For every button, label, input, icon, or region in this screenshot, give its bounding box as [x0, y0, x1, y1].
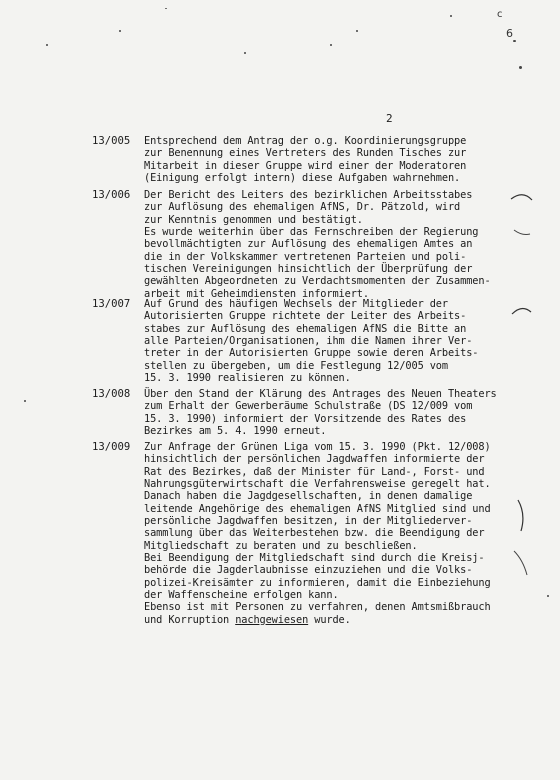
text-line: polizei-Kreisämter zu informieren, damit die Einbeziehung [144, 576, 491, 589]
text-line: treter in der Autorisierten Gruppe sowie deren Arbeits- [144, 347, 479, 360]
text-line: Autorisierten Gruppe richtete der Leiter des Arbeits- [144, 310, 467, 323]
text-line: alle Parteien/Organisationen, ihm die Namen ihrer Ver- [144, 335, 473, 348]
text-line: Über den Stand der Klärung des Antrages des Neuen Theaters [144, 388, 497, 400]
text-line: Mitgliedschaft zu beraten und zu beschließen. [144, 539, 418, 552]
text-line: leitende Angehörige des ehemaligen AfNS Mitglied sind und [144, 502, 491, 515]
text-line: hinsichtlich der persönlichen Jagdwaffen informierte der [144, 453, 485, 466]
entry-number: 13/007 [92, 298, 131, 310]
text-line: zur Kenntnis genommen und bestätigt. [144, 213, 363, 226]
text-line: sammlung über das Weiterbestehen bzw. die Beendigung der [144, 527, 485, 540]
entry-number: 13/009 [92, 441, 131, 453]
text-line: Mitarbeit in dieser Gruppe wird einer der Moderatoren [144, 159, 467, 172]
page-number: 2 [386, 112, 393, 125]
entry-number: 13/005 [92, 135, 131, 147]
text-line: Auf Grund des häufigen Wechsels der Mitglieder der [144, 298, 448, 310]
text-line: zum Erhalt der Gewerberäume Schulstraße (DS 12/009 vom [144, 400, 473, 413]
text-line-last [144, 614, 524, 626]
text-line: der Waffenscheine erfolgen kann. [144, 589, 339, 602]
text-line: persönliche Jagdwaffen besitzen, in der Mitgliederver- [144, 515, 473, 528]
line-prefix: und Korruption [144, 613, 236, 626]
underlined-word: nachgewiesen [235, 613, 309, 626]
text-line: zur Benennung eines Vertreters des Runden Tisches zur [144, 147, 467, 160]
text-line: Zur Anfrage der Grünen Liga vom 15. 3. 1990 (Pkt. 12/008) [144, 441, 491, 453]
text-line: zur Auflösung des ehemaligen AfNS, Dr. Pätzold, wird [144, 201, 461, 214]
text-line: Rat des Bezirkes, daß der Minister für Land-, Forst- und [144, 465, 485, 478]
entry-text [144, 388, 524, 437]
text-line: (Einigung erfolgt intern) diese Aufgaben wahrnehmen. [144, 172, 461, 185]
text-line: stabes zur Auflösung des ehemaligen AfNS die Bitte an [144, 322, 467, 335]
text-line: Nahrungsgüterwirtschaft die Verfahrensweise geregelt hat. [144, 478, 491, 491]
corner-mark: c [497, 9, 503, 20]
entry-text [144, 189, 524, 300]
line-suffix: wurde. [308, 613, 351, 626]
entry-text [144, 441, 524, 626]
text-line: 15. 3. 1990) informiert der Vorsitzende des Rates des [144, 412, 467, 425]
text-line: behörde die Jagderlaubnisse einzuziehen und die Volks- [144, 564, 473, 577]
text-line: Bezirkes am 5. 4. 1990 erneut. [144, 425, 327, 438]
text-line: die in der Volkskammer vertretenen Parteien und poli- [144, 250, 467, 263]
text-line: tischen Vereinigungen hinsichtlich der Überprüfung der [144, 263, 473, 276]
text-line: bevollmächtigten zur Auflösung des ehemaligen Amtes an [144, 238, 473, 251]
text-line: Der Bericht des Leiters des bezirklichen Arbeitsstabes [144, 189, 473, 201]
text-line: Ebenso ist mit Personen zu verfahren, denen Amtsmißbrauch [144, 601, 491, 614]
entry-text [144, 135, 524, 184]
text-line: stellen zu übergeben, um die Festlegung 12/005 vom [144, 359, 448, 372]
text-line: 15. 3. 1990 realisieren zu können. [144, 372, 351, 385]
text-line: arbeit mit Geheimdiensten informiert. [144, 287, 369, 300]
entry-number: 13/008 [92, 388, 131, 400]
entry-number: 13/006 [92, 189, 131, 201]
text-line: Entsprechend dem Antrag der o.g. Koordinierungsgruppe [144, 135, 467, 147]
text-line: Es wurde weiterhin über das Fernschreiben der Regierung [144, 226, 479, 239]
text-line: Danach haben die Jagdgesellschaften, in denen damalige [144, 490, 473, 503]
corner-mark: 6 [506, 27, 513, 40]
text-line: Bei Beendigung der Mitgliedschaft sind durch die Kreisj- [144, 552, 485, 565]
entry-text [144, 298, 524, 384]
text-line: gewählten Abgeordneten zu Verdachtsmomenten der Zusammen- [144, 275, 491, 288]
